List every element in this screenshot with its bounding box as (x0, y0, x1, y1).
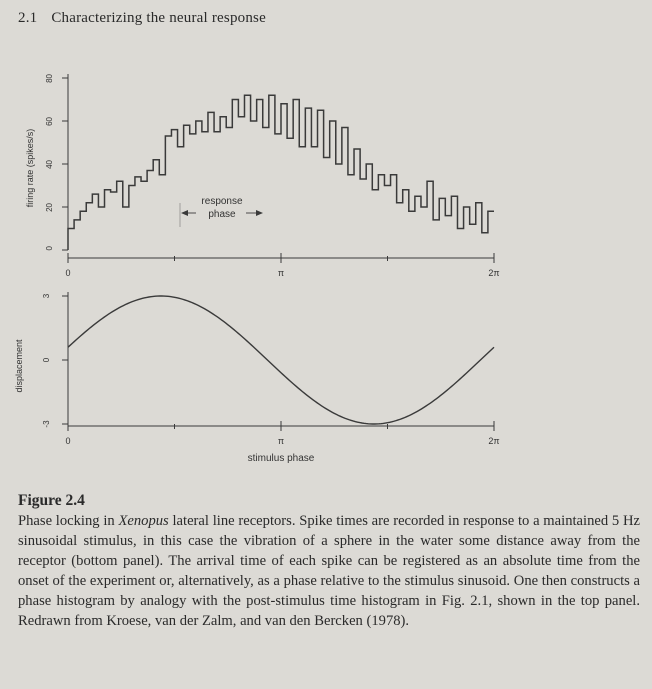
bottom-y-tick-label: 0 (42, 357, 51, 363)
section-title: Characterizing the neural response (51, 10, 266, 26)
top-x-tick-label: 0 (65, 268, 71, 278)
figure-caption (18, 511, 640, 631)
bottom-x-tick-label: 2π (488, 436, 500, 446)
figure-label: Figure 2.4 (18, 492, 85, 509)
top-y-tick-label: 80 (45, 74, 54, 83)
arrowhead-right (256, 210, 263, 216)
arrowhead-left (181, 210, 188, 216)
top-y-tick-label: 0 (45, 246, 54, 251)
section-number: 2.1 (18, 10, 38, 26)
top-y-tick-label: 40 (45, 160, 54, 169)
top-y-tick-label: 60 (45, 117, 54, 126)
annotation-phase: phase (208, 209, 236, 220)
bottom-x-axis-label: stimulus phase (247, 453, 315, 464)
annotation-response: response (201, 196, 243, 207)
top-y-tick-label: 20 (45, 203, 54, 212)
stimulus-sinusoid (68, 296, 494, 424)
bottom-y-tick-label: -3 (42, 420, 51, 428)
caption-text-1: Phase locking in (18, 513, 119, 529)
top-x-tick-label: π (277, 268, 285, 278)
caption-text-2: lateral line receptors. Spike times are recorded in response to a maintained 5 Hz sinusoidal stimulus, in this case the vibration of a sphere in the water some distance away from the receptor (bottom panel). The arrival time of each spike can be registered as an absolute time from the onset of the experiment or, alternatively, as a phase relative to the stimulus sinusoid. One then constructs a phase histogram by analogy with the post-stimulus time histogram in Fig. 2.1, shown in the top panel. Redrawn from Kroese, van der Zalm, and van den Bercken (1978). (18, 513, 640, 629)
histogram-series (68, 95, 494, 250)
bottom-y-axis-label: displacement (14, 339, 24, 393)
bottom-x-tick-label: π (277, 436, 285, 446)
caption-species: Xenopus (118, 513, 169, 529)
bottom-x-tick-label: 0 (65, 436, 71, 446)
top-y-axis-label: firing rate (spikes/s) (25, 128, 35, 208)
top-x-tick-label: 2π (488, 268, 500, 278)
bottom-y-tick-label: 3 (42, 293, 51, 299)
